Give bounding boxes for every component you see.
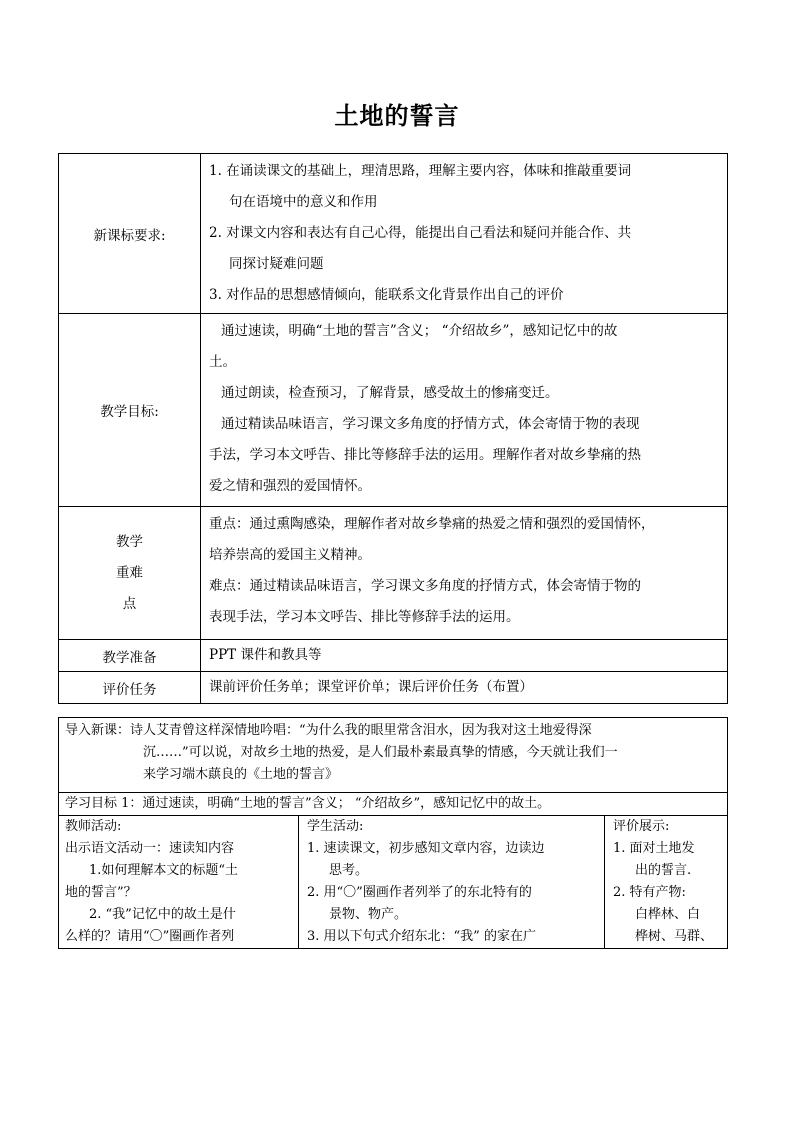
display-line: 桦树、马群、 — [635, 929, 714, 944]
display-line: 2. 特有产物: — [613, 885, 686, 900]
curriculum-line: 1. 在诵读课文的基础上，理清思路，理解主要内容，体味和推敲重要词 — [209, 163, 632, 179]
teacher-header: 教师活动: — [65, 819, 122, 834]
evaluation-display-cell — [605, 816, 728, 949]
key-points-line: 培养崇高的爱国主义精神。 — [209, 547, 371, 563]
evaluation-label: 评价任务 — [59, 672, 201, 704]
objectives-label: 教学目标: — [59, 314, 201, 507]
lesson-requirements-table — [58, 153, 728, 704]
objectives-row — [59, 314, 728, 507]
objectives-line: 手法，学习本文呼告、排比等修辞手法的运用。理解作者对故乡挚痛的热 — [209, 447, 641, 463]
key-points-label-line: 点 — [122, 595, 137, 612]
key-points-line: 重点：通过熏陶感染，理解作者对故乡挚痛的热爱之情和强烈的爱国情怀， — [209, 516, 655, 532]
curriculum-content — [201, 154, 728, 314]
evaluation-row — [59, 672, 728, 704]
key-points-line: 表现手法，学习本文呼告、排比等修辞手法的运用。 — [209, 609, 520, 625]
preparation-text: PPT 课件和教具等 — [209, 647, 322, 663]
key-points-row — [59, 507, 728, 640]
evaluation-value — [201, 672, 728, 704]
preparation-value — [201, 640, 728, 672]
goal-cell — [59, 793, 728, 816]
intro-cell — [59, 718, 728, 793]
intro-line: 沉……”可以说，对故乡土地的热爱，是人们最朴素最真挚的情感，今天就让我们一 — [143, 745, 618, 760]
objectives-line: 爱之情和强烈的爱国情怀。 — [209, 478, 371, 494]
key-points-label — [59, 507, 201, 640]
student-line: 2. 用“〇”圈画作者列举了的东北特有的 — [307, 885, 532, 900]
key-points-label-line: 重难 — [116, 564, 143, 581]
teacher-line: 1.如何理解本文的标题“土 — [89, 863, 239, 878]
objectives-line: 土。 — [209, 354, 236, 370]
teacher-line: 出示语文活动一：速读知内容 — [65, 841, 235, 856]
teacher-activity-cell — [59, 816, 299, 949]
display-header: 评价展示: — [613, 819, 670, 834]
goal-text: 学习目标 1：通过速读，明确“土地的誓言”含义； “介绍故乡”，感知记忆中的故土。 — [65, 796, 551, 811]
evaluation-text: 课前评价任务单；课堂评价单；课后评价任务（布置） — [209, 679, 533, 695]
objectives-content — [201, 314, 728, 507]
display-line: 出的誓言. — [635, 863, 692, 878]
key-points-line: 难点：通过精读品味语言，学习课文多角度的抒情方式，体会寄情于物的 — [209, 578, 641, 594]
activities-row — [59, 816, 728, 949]
preparation-label: 教学准备 — [59, 640, 201, 672]
student-line: 3. 用以下句式介绍东北：“我” 的家在广 — [307, 929, 536, 944]
intro-line: 来学习端木蕻良的《土地的誓言》 — [143, 767, 339, 782]
objectives-line: 通过朗读，检查预习，了解背景，感受故土的惨痛变迁。 — [221, 385, 559, 401]
curriculum-line: 同探讨疑难问题 — [229, 256, 324, 272]
student-line: 思考。 — [329, 863, 369, 878]
display-line: 白桦林、白 — [635, 907, 701, 922]
curriculum-line: 3. 对作品的思想感情倾向，能联系文化背景作出自己的评价 — [209, 287, 564, 303]
objectives-line: 通过精读品味语言，学习课文多角度的抒情方式，体会寄情于物的表现 — [221, 416, 640, 432]
preparation-row — [59, 640, 728, 672]
key-points-label-line: 教学 — [116, 533, 143, 550]
teacher-line: 地的誓言”？ — [65, 885, 137, 900]
objectives-line: 通过速读，明确“土地的誓言”含义； “介绍故乡”，感知记忆中的故 — [221, 323, 618, 339]
teacher-line: 么样的？请用“〇”圈画作者列 — [65, 929, 235, 944]
student-line: 1. 速读课文，初步感知文章内容，边读边 — [307, 841, 545, 856]
page-title: 土地的誓言 — [334, 101, 460, 130]
goal-row — [59, 793, 728, 816]
intro-row — [59, 718, 728, 793]
intro-line: 导入新课：诗人艾青曾这样深情地吟唱：“为什么我的眼里常含泪水，因为我对这土地爱得深 — [65, 723, 592, 738]
display-line: 1. 面对土地发 — [613, 841, 695, 856]
key-points-content — [201, 507, 728, 640]
lesson-process-table — [58, 717, 728, 949]
student-header: 学生活动: — [307, 819, 364, 834]
curriculum-line: 2. 对课文内容和表达有自己心得，能提出自己看法和疑问并能合作、共 — [209, 225, 632, 241]
teacher-line: 2. “我”记忆中的故土是什 — [89, 907, 236, 922]
student-activity-cell — [299, 816, 605, 949]
curriculum-line: 句在语境中的意义和作用 — [229, 194, 378, 210]
student-line: 景物、物产。 — [329, 907, 408, 922]
curriculum-label: 新课标要求: — [59, 154, 201, 314]
curriculum-row — [59, 154, 728, 314]
